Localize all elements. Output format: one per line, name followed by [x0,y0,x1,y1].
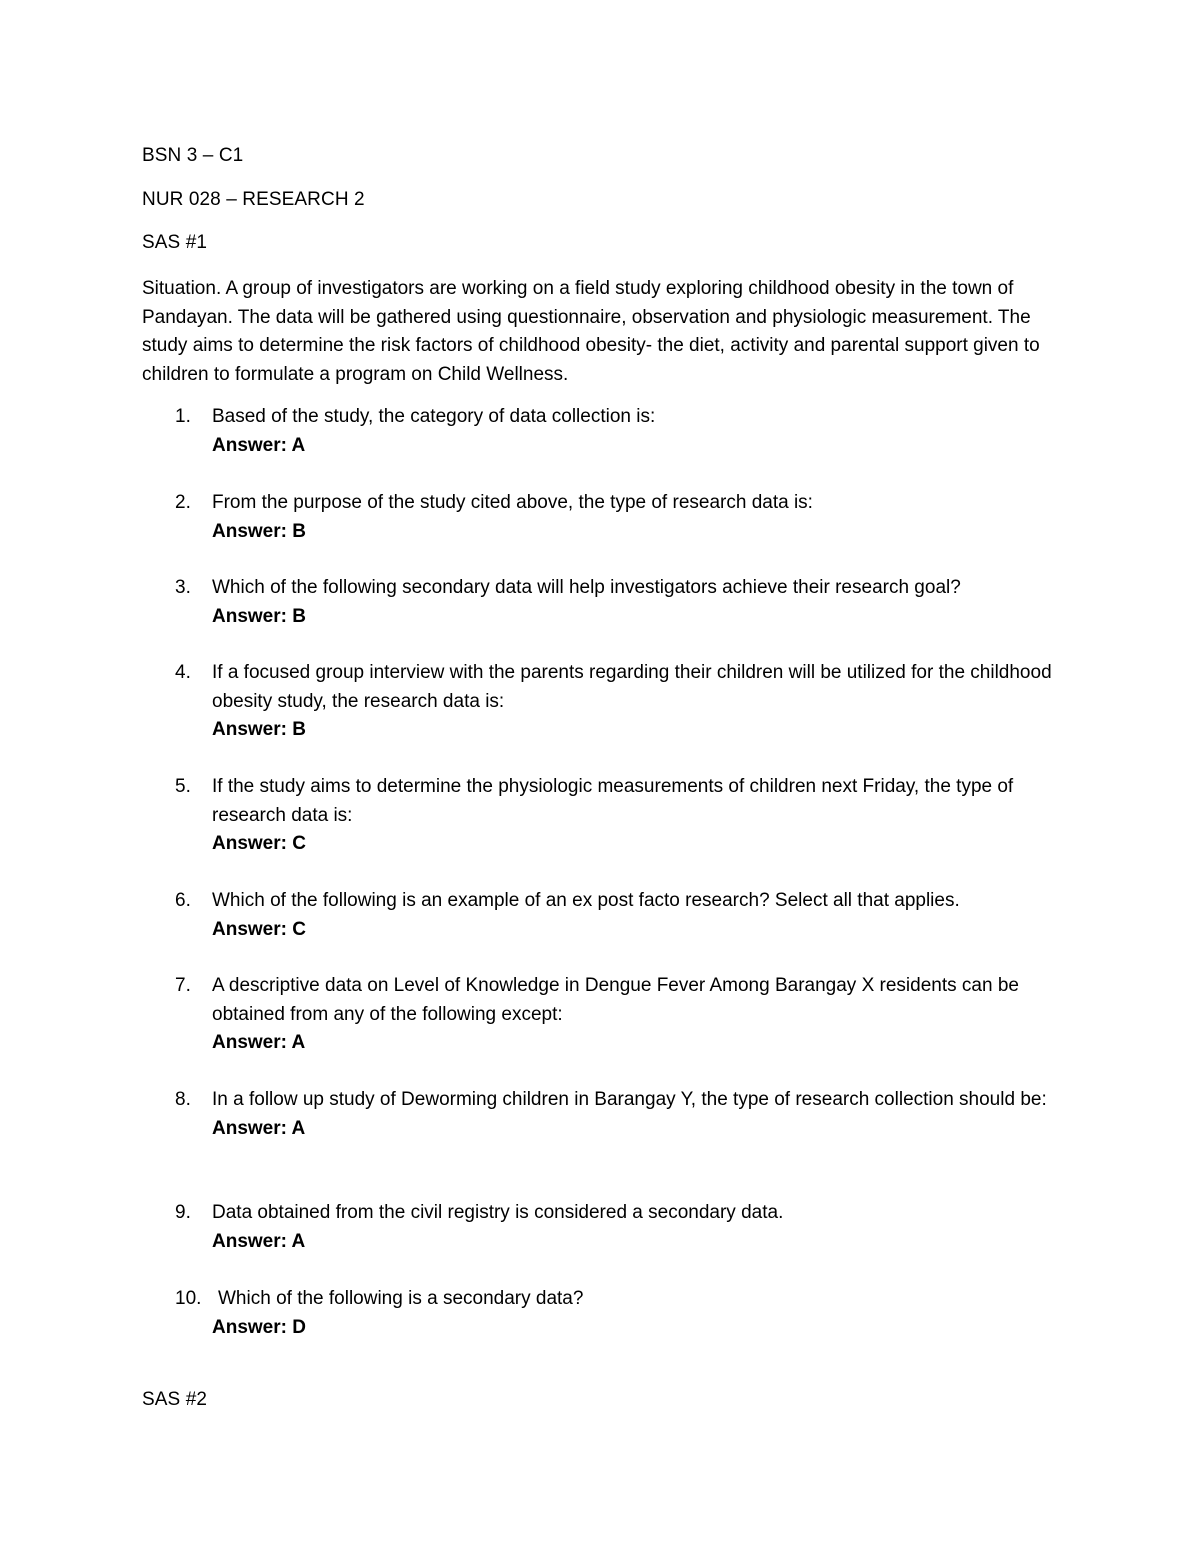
question-text: Data obtained from the civil registry is considered a secondary data. [212,1202,784,1223]
answer-text: Answer: A [212,1032,306,1053]
answer-text: Answer: A [212,1117,306,1139]
answer-text: Answer: B [212,605,306,627]
question-item [142,887,1062,944]
situation-paragraph: Situation. A group of investigators are working on a field study exploring childhood obesity in the town of Pandayan. The data will be gathered using questionnaire, observation and physiologic measurement. The study aims to determine the risk factors of childhood obesity- the diet, activity and parental support given to children to formulate a program on Child Wellness. [142,278,1040,385]
answer-text: Answer: C [212,918,306,940]
question-number: 3. [175,577,191,598]
question-text: In a follow up study of Deworming children in Barangay Y, the type of research collection should be: [212,1089,1047,1110]
question-number: 8. [175,1089,191,1110]
answer-text: Answer: A [212,1230,306,1252]
question-item [142,574,1062,631]
question-item [142,1086,1062,1143]
question-text: Which of the following secondary data will help investigators achieve their research goal? [212,577,961,598]
question-item [142,773,1062,859]
question-item [142,659,1062,745]
question-text: Based of the study, the category of data collection is: [212,406,656,427]
question-number: 6. [175,890,191,911]
question-number: 2. [175,492,191,513]
question-text: From the purpose of the study cited above, the type of research data is: [212,492,813,513]
answer-text: Answer: B [212,719,306,740]
sas2-heading: SAS #2 [142,1389,208,1410]
question-text: If a focused group interview with the parents regarding their children will be utilized for the childhood obesity study, the research data is: [212,662,1052,712]
question-item [142,1199,1062,1256]
question-text: Which of the following is an example of an ex post facto research? Select all that applies. [212,890,960,911]
question-number: 7. [175,975,191,996]
answer-text: Answer: B [212,520,306,542]
question-number: 5. [175,776,191,797]
answer-text: Answer: A [212,434,306,456]
question-item [142,1285,1062,1342]
question-item [142,489,1062,546]
question-text: A descriptive data on Level of Knowledge in Dengue Fever Among Barangay X residents can be obtained from any of the following except: [212,975,1019,1025]
question-text: Which of the following is a secondary data? [218,1288,584,1309]
answer-text: Answer: D [212,1316,306,1338]
course-heading: NUR 028 – RESEARCH 2 [142,189,365,210]
sas1-heading: SAS #1 [142,232,208,253]
question-number: 9. [175,1202,191,1223]
answer-text: Answer: C [212,833,306,854]
question-number: 1. [175,406,191,427]
question-number: 4. [175,662,191,683]
question-item [142,972,1062,1058]
question-item [142,403,1062,460]
section-heading: BSN 3 – C1 [142,145,244,166]
question-number: 10. [175,1288,202,1309]
question-text: If the study aims to determine the physiologic measurements of children next Friday, the type of research data is: [212,776,1014,826]
